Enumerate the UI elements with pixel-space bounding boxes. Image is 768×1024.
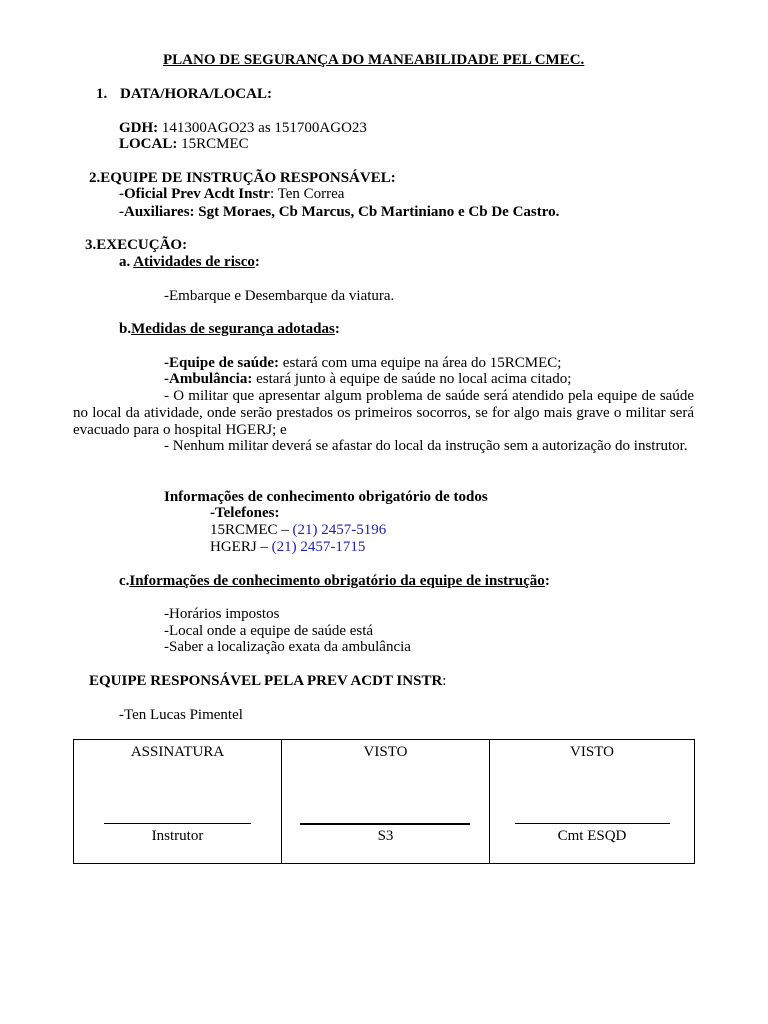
section2-heading: 2.EQUIPE DE INSTRUÇÃO RESPONSÁVEL:	[89, 170, 396, 186]
equipe-saude-label: -Equipe de saúde:	[164, 355, 280, 371]
signature-line	[104, 823, 251, 824]
gdh-label: GDH:	[119, 120, 159, 136]
list-item: -Horários impostos	[164, 606, 280, 622]
list-item: -Local onde a equipe de saúde está	[164, 623, 374, 639]
responsible-colon: :	[442, 673, 447, 689]
gdh-value: 141300AGO23 as 151700AGO23	[158, 120, 367, 136]
document-title: PLANO DE SEGURANÇA DO MANEABILIDADE PEL CMEC.	[163, 52, 585, 68]
subsection-b-title: Medidas de segurança adotadas	[131, 321, 335, 337]
local-label: LOCAL:	[119, 136, 178, 152]
signature-cell-assinatura	[74, 740, 282, 863]
local-value: 15RCMEC	[177, 136, 249, 152]
signature-cell-visto-cmt	[490, 740, 694, 863]
info-obrigatoria-title: Informações de conhecimento obrigatório de todos	[164, 489, 488, 505]
subsection-c-prefix: c.	[119, 573, 130, 589]
signature-footer: S3	[377, 828, 394, 844]
responsible-heading-line	[89, 673, 446, 690]
oficial-value: : Ten Correa	[269, 186, 345, 202]
subsection-a-heading	[119, 254, 260, 271]
local-line	[119, 136, 249, 153]
phone-15rcmec-name: 15RCMEC –	[210, 522, 293, 538]
telefones-label: -Telefones:	[210, 505, 280, 521]
nenhum-militar-paragraph: - Nenhum militar deverá se afastar do local da instrução sem a autorização do instrutor.	[164, 438, 688, 454]
auxiliares-line: -Auxiliares: Sgt Moraes, Cb Marcus, Cb Martiniano e Cb De Castro.	[119, 204, 560, 220]
responsible-heading: EQUIPE RESPONSÁVEL PELA PREV ACDT INSTR	[89, 673, 443, 689]
subsection-c-colon: :	[544, 573, 550, 589]
subsection-a-colon: :	[254, 254, 260, 270]
signature-table	[73, 739, 695, 864]
signature-header: ASSINATURA	[130, 744, 225, 760]
oficial-label: -Oficial Prev Acdt Instr	[119, 186, 270, 202]
section3-heading: 3.EXECUÇÃO:	[85, 237, 188, 253]
subsection-c-title: Informações de conhecimento obrigatório da equipe de instrução	[129, 573, 545, 589]
responsible-name: -Ten Lucas Pimentel	[119, 707, 243, 723]
equipe-saude-line	[164, 355, 561, 372]
ambulancia-label: -Ambulância:	[164, 371, 253, 387]
signature-cell-visto-s3	[282, 740, 490, 863]
subsection-b-prefix: b.	[119, 321, 132, 337]
phone-hgerj-number[interactable]: (21) 2457-1715	[271, 539, 366, 555]
subsection-b-heading	[119, 321, 340, 338]
oficial-line	[119, 186, 344, 203]
subsection-a-item: -Embarque e Desembarque da viatura.	[164, 288, 395, 304]
subsection-c-heading	[119, 573, 550, 590]
signature-line	[300, 823, 470, 825]
signature-line	[515, 823, 670, 824]
subsection-a-title: Atividades de risco	[133, 254, 255, 270]
list-item: -Saber a localização exata da ambulância	[164, 639, 411, 655]
signature-footer: Instrutor	[151, 828, 204, 844]
signature-footer: Cmt ESQD	[557, 828, 627, 844]
subsection-a-prefix: a.	[119, 254, 134, 270]
section1-number: 1.	[96, 86, 108, 102]
subsection-b-colon: :	[334, 321, 340, 337]
section1-heading: DATA/HORA/LOCAL:	[120, 86, 272, 102]
phone-15rcmec-line	[210, 522, 386, 539]
equipe-saude-text: estará com uma equipe na área do 15RCMEC;	[279, 355, 562, 371]
phone-hgerj-line	[210, 539, 365, 556]
militar-problema-paragraph: - O militar que apresentar algum problema de saúde será atendido pela equipe de saúde no local da atividade, onde serão prestados os primeiros socorros, se for algo mais grave o militar será evacuado para o hospital HGERJ; e	[73, 388, 694, 438]
ambulancia-text: estará junto à equipe de saúde no local acima citado;	[252, 371, 572, 387]
signature-header: VISTO	[570, 744, 614, 760]
signature-header: VISTO	[363, 744, 408, 760]
phone-15rcmec-number[interactable]: (21) 2457-5196	[292, 522, 387, 538]
ambulancia-line	[164, 371, 571, 388]
gdh-line	[119, 120, 367, 137]
phone-hgerj-name: HGERJ –	[210, 539, 272, 555]
